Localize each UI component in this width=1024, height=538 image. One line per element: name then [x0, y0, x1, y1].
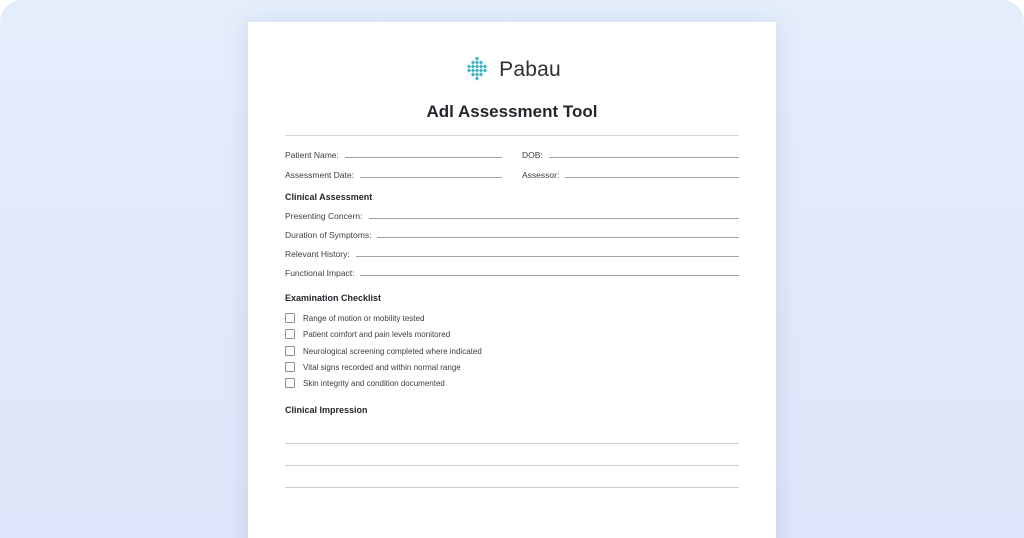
- duration-of-symptoms-field[interactable]: [285, 230, 739, 240]
- presenting-concern-field[interactable]: [285, 211, 739, 221]
- relevant-history-label: Relevant History:: [285, 249, 350, 259]
- relevant-history-line[interactable]: [356, 255, 739, 257]
- functional-impact-label: Functional Impact:: [285, 268, 355, 278]
- checklist-item-label: Range of motion or mobility tested: [303, 313, 425, 323]
- clinical-impression-line[interactable]: [285, 487, 739, 488]
- checklist-item[interactable]: [285, 378, 445, 388]
- dob-label: DOB:: [522, 150, 543, 160]
- assessor-label: Assessor:: [522, 170, 560, 180]
- title-divider: [285, 135, 739, 136]
- functional-impact-field[interactable]: [285, 268, 739, 278]
- assessor-field[interactable]: [522, 170, 739, 180]
- checkbox[interactable]: [285, 362, 295, 372]
- brand-name: Pabau: [499, 58, 561, 81]
- clinical-impression-line[interactable]: [285, 465, 739, 466]
- clinical-assessment-heading: Clinical Assessment: [285, 192, 373, 202]
- clinical-impression-heading: Clinical Impression: [285, 405, 368, 415]
- patient-name-label: Patient Name:: [285, 150, 339, 160]
- checklist-item-label: Neurological screening completed where indicated: [303, 346, 482, 356]
- form-page: [248, 22, 776, 538]
- brand-logo: [248, 56, 776, 84]
- patient-name-line[interactable]: [345, 156, 502, 158]
- checklist-item[interactable]: [285, 346, 482, 356]
- pabau-diamond-icon: [463, 56, 491, 84]
- checklist-item[interactable]: [285, 329, 450, 339]
- assessment-date-line[interactable]: [360, 176, 502, 178]
- assessment-date-label: Assessment Date:: [285, 170, 354, 180]
- checklist-item-label: Vital signs recorded and within normal range: [303, 362, 461, 372]
- presenting-concern-label: Presenting Concern:: [285, 211, 363, 221]
- dob-field[interactable]: [522, 150, 739, 160]
- relevant-history-field[interactable]: [285, 249, 739, 259]
- functional-impact-line[interactable]: [360, 274, 739, 276]
- examination-checklist-heading: Examination Checklist: [285, 293, 382, 303]
- clinical-impression-line[interactable]: [285, 443, 739, 444]
- duration-of-symptoms-label: Duration of Symptoms:: [285, 230, 372, 240]
- checkbox[interactable]: [285, 313, 295, 323]
- page-title: Adl Assessment Tool: [426, 102, 598, 121]
- dob-line[interactable]: [549, 156, 739, 158]
- checklist-item[interactable]: [285, 313, 424, 323]
- assessment-date-field[interactable]: [285, 170, 502, 180]
- checkbox[interactable]: [285, 329, 295, 339]
- patient-name-field[interactable]: [285, 150, 502, 160]
- checklist-item-label: Patient comfort and pain levels monitored: [303, 329, 451, 339]
- checklist-item[interactable]: [285, 362, 461, 372]
- assessor-line[interactable]: [565, 176, 739, 178]
- checkbox[interactable]: [285, 346, 295, 356]
- duration-of-symptoms-line[interactable]: [377, 236, 739, 238]
- presenting-concern-line[interactable]: [369, 217, 740, 219]
- checklist-item-label: Skin integrity and condition documented: [303, 378, 445, 388]
- checkbox[interactable]: [285, 378, 295, 388]
